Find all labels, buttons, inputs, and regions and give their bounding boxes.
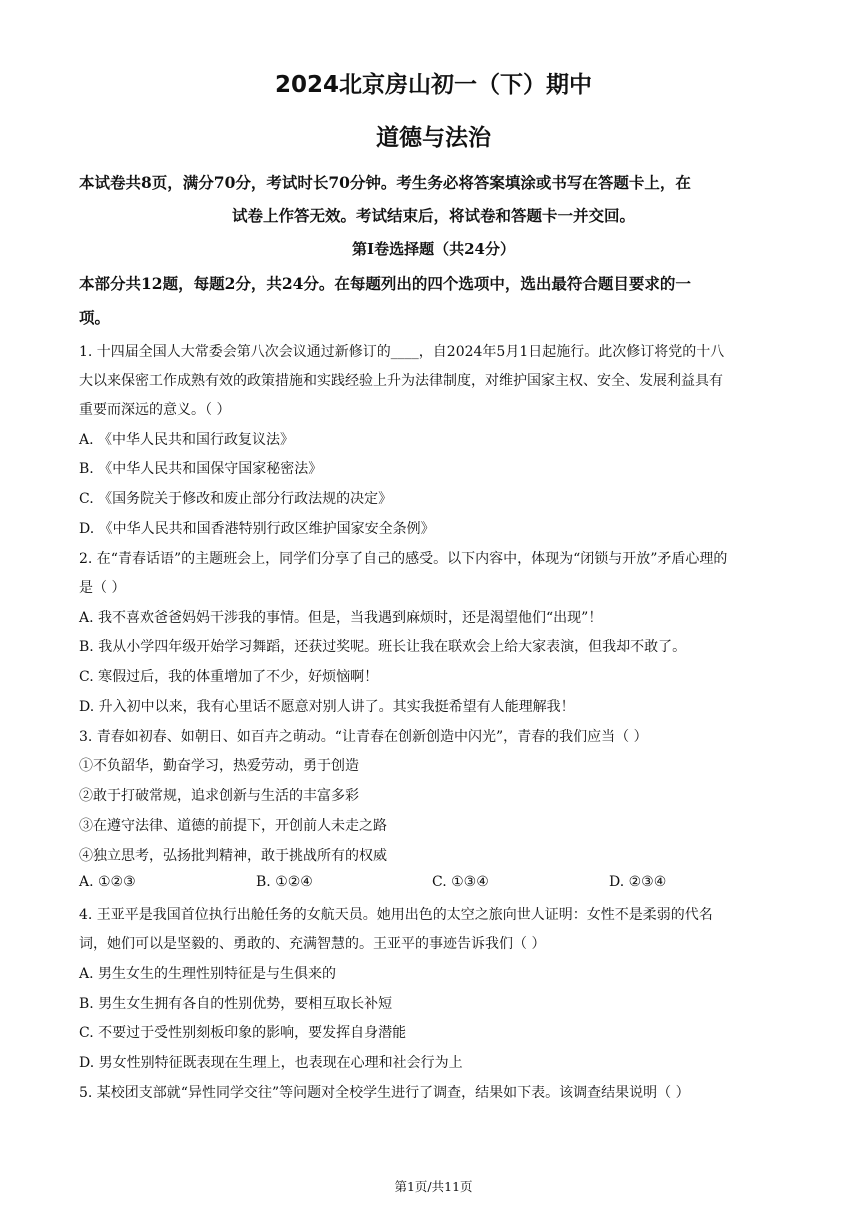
q4-option-a: A. 男生女生的生理性别特征是与生俱来的 xyxy=(79,966,337,982)
q1-stem-line-1: 1. 十四届全国人大常委会第八次会议通过新修订的____，自2024年5月1日起施行。此次修订将党的十八 xyxy=(79,344,725,360)
q1-option-d: D. 《中华人民共和国香港特别行政区维护国家安全条例》 xyxy=(79,521,435,537)
section-title: 第Ⅰ卷选择题（共24分） xyxy=(352,240,515,258)
q3-option-a: A. ①②③ xyxy=(79,874,136,890)
q3-statement-3: ③在遵守法律、道德的前提下，开创前人未走之路 xyxy=(79,818,387,834)
q5-stem: 5. 某校团支部就“异性同学交往”等问题对全校学生进行了调查，结果如下表。该调查结果说明（ ） xyxy=(79,1085,690,1101)
q3-statement-1: ①不负韶华，勤奋学习，热爱劳动，勇于创造 xyxy=(79,758,359,774)
q3-statement-4: ④独立思考，弘扬批判精神，敢于挑战所有的权威 xyxy=(79,848,387,864)
q2-stem-line-2: 是（ ） xyxy=(79,580,126,596)
exam-subject: 道德与法治 xyxy=(376,125,491,151)
q1-option-b: B. 《中华人民共和国保守国家秘密法》 xyxy=(79,461,323,477)
q3-statement-2: ②敢于打破常规，追求创新与生活的丰富多彩 xyxy=(79,788,359,804)
q4-option-b: B. 男生女生拥有各自的性别优势，要相互取长补短 xyxy=(79,996,393,1012)
q4-stem-line-1: 4. 王亚平是我国首位执行出舱任务的女航天员。她用出色的太空之旅向世人证明：女性不是柔弱的代名 xyxy=(79,907,713,923)
q2-option-d: D. 升入初中以来，我有心里话不愿意对别人讲了。其实我挺希望有人能理解我！ xyxy=(79,699,575,715)
instructions-line-2: 试卷上作答无效。考试结束后，将试卷和答题卡一并交回。 xyxy=(231,206,635,225)
q4-option-c: C. 不要过于受性别刻板印象的影响，要发挥自身潜能 xyxy=(79,1025,407,1041)
q1-option-a: A. 《中华人民共和国行政复议法》 xyxy=(79,432,295,448)
section-desc-line-1: 本部分共12题，每题2分，共24分。在每题列出的四个选项中，选出最符合题目要求的一 xyxy=(79,274,691,293)
q2-stem-line-1: 2. 在“青春话语”的主题班会上，同学们分享了自己的感受。以下内容中，体现为“闭锁与开放”矛盾心理的 xyxy=(79,551,728,567)
page-number: 第1页/共11页 xyxy=(394,1179,473,1194)
q2-option-a: A. 我不喜欢爸爸妈妈干涉我的事情。但是，当我遇到麻烦时，还是渴望他们“出现”！ xyxy=(79,610,603,626)
section-desc-line-2: 项。 xyxy=(79,308,111,327)
q2-option-b: B. 我从小学四年级开始学习舞蹈，还获过奖呢。班长让我在联欢会上给大家表演，但我却不敢了。 xyxy=(79,639,687,655)
q1-stem-line-2: 大以来保密工作成熟有效的政策措施和实践经验上升为法律制度，对维护国家主权、安全、发展利益具有 xyxy=(79,373,723,389)
q1-option-c: C. 《国务院关于修改和废止部分行政法规的决定》 xyxy=(79,491,393,507)
q4-stem-line-2: 词，她们可以是坚毅的、勇敢的、充满智慧的。王亚平的事迹告诉我们（ ） xyxy=(79,936,546,952)
q3-option-d: D. ②③④ xyxy=(609,874,667,890)
q2-option-c: C. 寒假过后，我的体重增加了不少，好烦恼啊！ xyxy=(79,669,379,685)
q3-option-b: B. ①②④ xyxy=(256,874,313,890)
instructions-line-1: 本试卷共8页，满分70分，考试时长70分钟。考生务必将答案填涂或书写在答题卡上，在 xyxy=(79,173,691,192)
q1-stem-line-3: 重要而深远的意义。（ ） xyxy=(79,402,231,418)
q4-option-d: D. 男女性别特征既表现在生理上，也表现在心理和社会行为上 xyxy=(79,1055,463,1071)
exam-title: 2024北京房山初一（下）期中 xyxy=(274,72,592,98)
q3-option-c: C. ①③④ xyxy=(432,874,489,890)
q3-stem: 3. 青春如初春、如朝日、如百卉之萌动。“让青春在创新创造中闪光”，青春的我们应当（ ） xyxy=(79,729,648,745)
